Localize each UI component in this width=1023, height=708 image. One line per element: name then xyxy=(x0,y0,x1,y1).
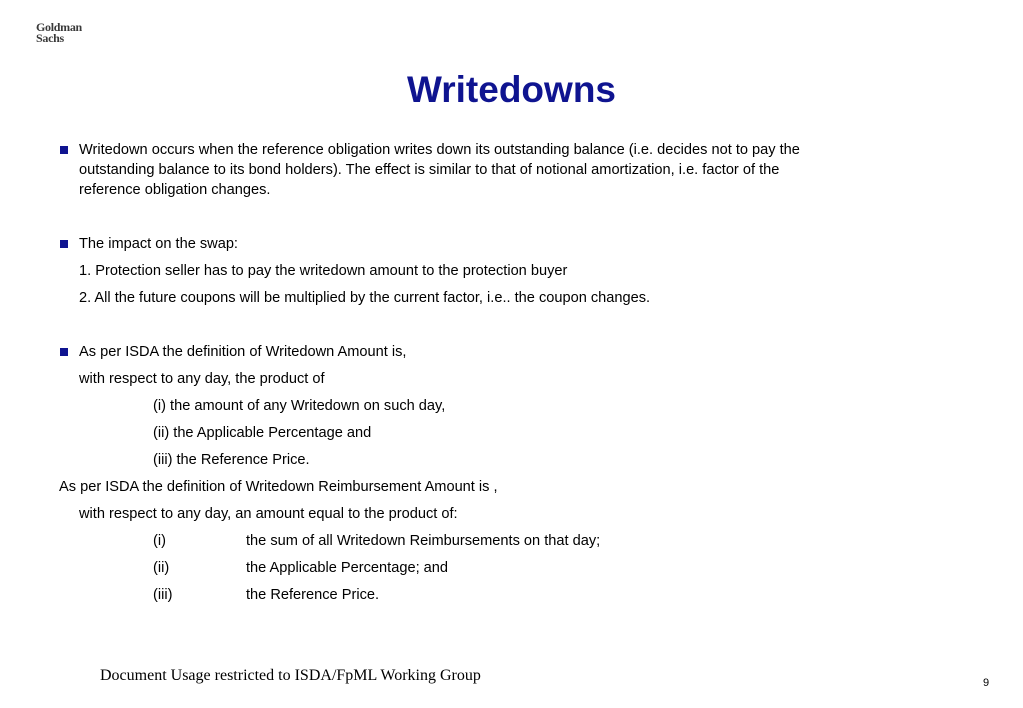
page-title: Writedowns xyxy=(407,69,616,110)
bullet-2-item-1: 1. Protection seller has to pay the writedown amount to the protection buyer xyxy=(79,263,568,279)
reimbursement-line-2: with respect to any day, an amount equal to the product of: xyxy=(79,506,458,522)
bullet-3-heading: As per ISDA the definition of Writedown Amount is, xyxy=(79,344,407,360)
reimbursement-item xyxy=(153,558,853,578)
bullet-3-item-3: (iii) the Reference Price. xyxy=(153,452,310,468)
bullet-1-text xyxy=(79,140,800,200)
footer-note: Document Usage restricted to ISDA/FpML Working Group xyxy=(100,667,481,684)
reimbursement-heading: As per ISDA the definition of Writedown Reimbursement Amount is , xyxy=(59,479,498,495)
bullet-2-item-2: 2. All the future coupons will be multiplied by the current factor, i.e.. the coupon changes. xyxy=(79,290,651,306)
bullet-2-heading: The impact on the swap: xyxy=(79,236,238,252)
reimbursement-item-number: (ii) xyxy=(153,560,170,576)
square-bullet-icon xyxy=(60,348,68,356)
bullet-3-line-2: with respect to any day, the product of xyxy=(79,371,325,387)
reimbursement-item-number: (i) xyxy=(153,533,166,549)
square-bullet-icon xyxy=(60,146,68,154)
reimbursement-item xyxy=(153,585,853,605)
reimbursement-item-text: the Applicable Percentage; and xyxy=(246,560,449,576)
bullet-3-item-2: (ii) the Applicable Percentage and xyxy=(153,425,372,441)
square-bullet-icon xyxy=(60,240,68,248)
bullet-3-item-1: (i) the amount of any Writedown on such day, xyxy=(153,398,446,414)
goldman-sachs-logo xyxy=(36,22,96,44)
bullet-1-line-1: Writedown occurs when the reference obligation writes down its outstanding balance (i.e. decides not to pay the xyxy=(79,142,800,158)
reimbursement-item-text: the Reference Price. xyxy=(246,587,380,603)
page-number: 9 xyxy=(983,677,990,689)
logo-line-2: Sachs xyxy=(36,31,64,45)
reimbursement-item xyxy=(153,531,853,551)
reimbursement-item-text: the sum of all Writedown Reimbursements on that day; xyxy=(246,533,601,549)
bullet-1-line-3: reference obligation changes. xyxy=(79,182,271,198)
bullet-1-line-2: outstanding balance to its bond holders). The effect is similar to that of notional amortization, i.e. factor of the xyxy=(79,162,780,178)
reimbursement-item-number: (iii) xyxy=(153,587,173,603)
logo-line-1: Goldman xyxy=(36,20,82,34)
